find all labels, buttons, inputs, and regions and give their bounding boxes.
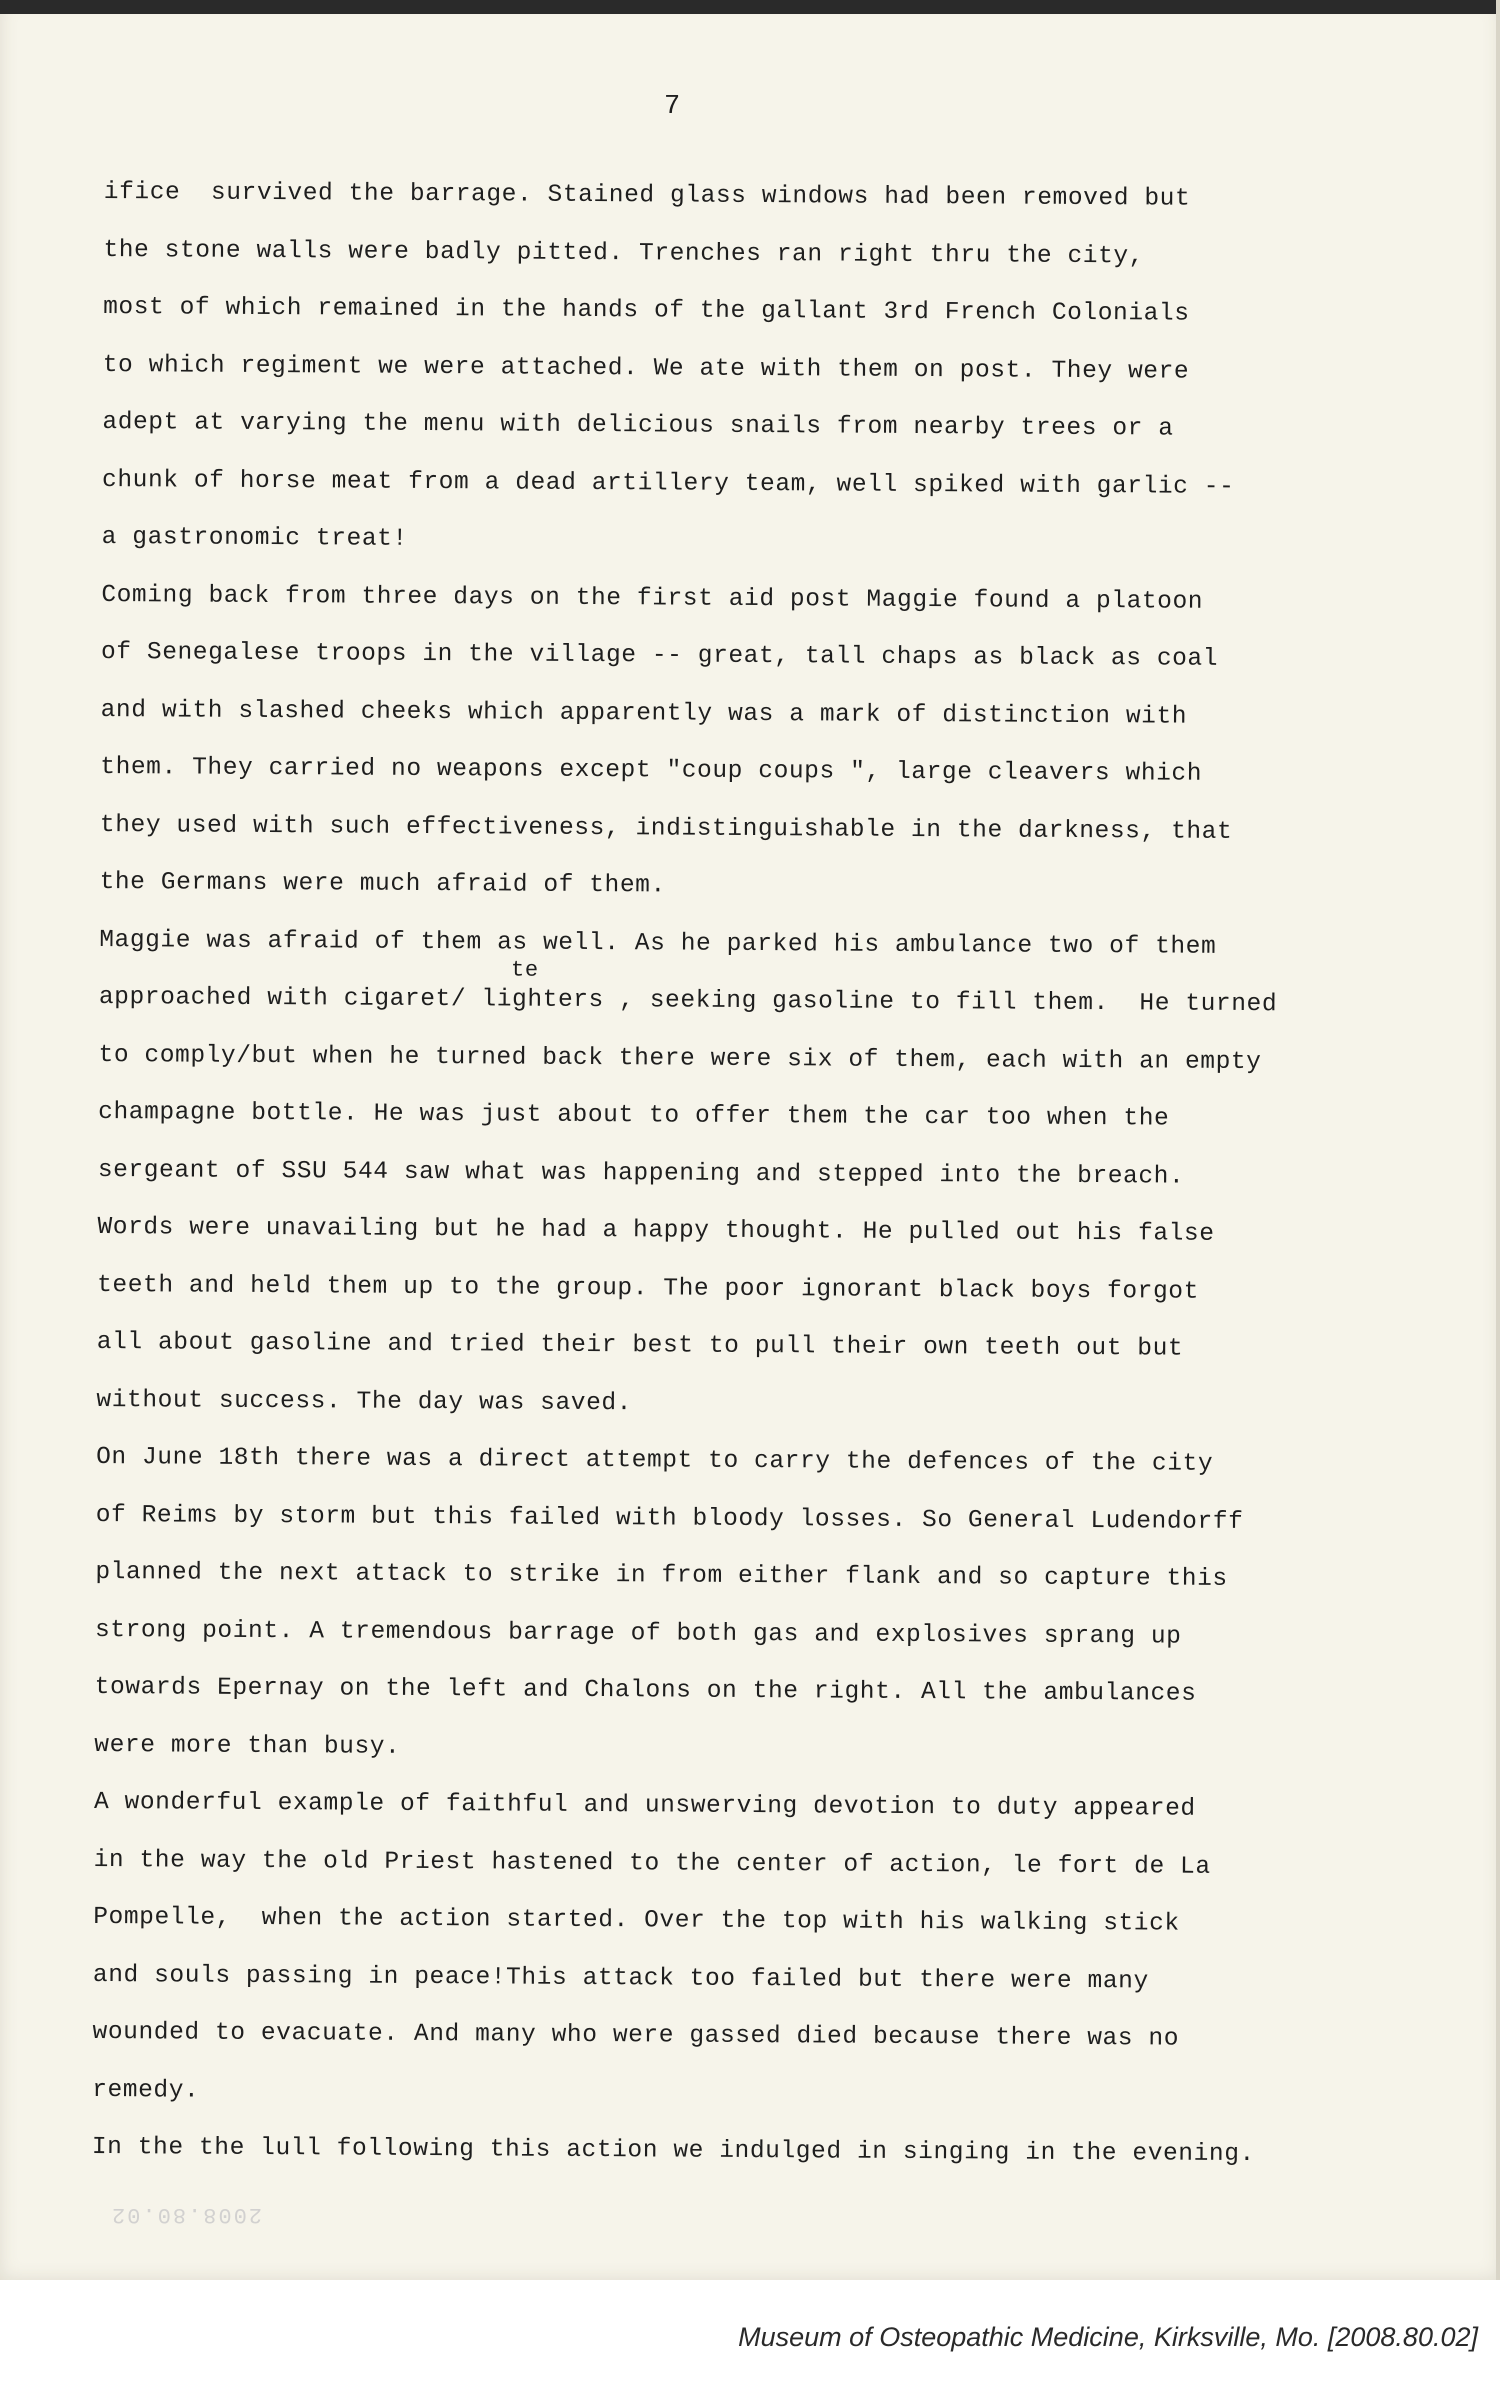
page-top-edge bbox=[0, 0, 1500, 14]
text-line: without success. The day was saved. bbox=[96, 1386, 633, 1417]
text-line: they used with such effectiveness, indistinguishable in the darkness, that bbox=[99, 811, 1233, 846]
text-line: champagne bottle. He was just about to offer them the car too when the bbox=[98, 1098, 1170, 1133]
text-line: approached with cigaret/ lighters , seeking gasoline to fill them. He turned bbox=[98, 983, 1278, 1019]
text-line: of Reims by storm but this failed with bloody losses. So General Ludendorff bbox=[95, 1501, 1244, 1536]
text-line: On June 18th there was a direct attempt to carry the defences of the city bbox=[96, 1443, 1214, 1478]
text-line: towards Epernay on the left and Chalons on the right. All the ambulances bbox=[94, 1673, 1197, 1708]
text-line: Maggie was afraid of them as well. As he parked his ambulance two of them bbox=[99, 926, 1217, 961]
text-line: strong point. A tremendous barrage of both gas and explosives sprang up bbox=[94, 1616, 1182, 1651]
text-line: sergeant of SSU 544 saw what was happening and stepped into the breach. bbox=[97, 1156, 1185, 1191]
text-line: all about gasoline and tried their best to pull their own teeth out but bbox=[96, 1328, 1184, 1363]
text-line: adept at varying the menu with delicious snails from nearby trees or a bbox=[102, 408, 1174, 443]
text-line: to which regiment we were attached. We ate with them on post. They were bbox=[102, 351, 1190, 386]
text-line: a gastronomic treat! bbox=[101, 523, 408, 553]
text-line: teeth and held them up to the group. The poor ignorant black boys forgot bbox=[97, 1271, 1199, 1306]
text-line: chunk of horse meat from a dead artillery team, well spiked with garlic -- bbox=[101, 466, 1235, 501]
text-line: to comply/but when he turned back there were six of them, each with an empty bbox=[98, 1041, 1262, 1076]
text-line: in the way the old Priest hastened to the center of action, le fort de La bbox=[93, 1846, 1211, 1881]
page-number: 7 bbox=[664, 92, 681, 122]
text-line: them. They carried no weapons except "coup coups ", large cleavers which bbox=[100, 753, 1203, 788]
text-line: Pompelle, when the action started. Over the top with his walking stick bbox=[93, 1903, 1180, 1938]
text-line: Words were unavailing but he had a happy thought. He pulled out his false bbox=[97, 1213, 1215, 1248]
typed-text-body bbox=[92, 164, 1434, 2185]
faded-accession-stamp: 2008.80.02 bbox=[110, 2202, 263, 2227]
text-line: and souls passing in peace!This attack too failed but there were many bbox=[92, 1961, 1149, 1995]
text-line: In the the lull following this action we indulged in singing in the evening. bbox=[91, 2133, 1255, 2169]
text-line: remedy. bbox=[92, 2076, 200, 2105]
text-line: were more than busy. bbox=[94, 1731, 401, 1761]
text-line: most of which remained in the hands of the gallant 3rd French Colonials bbox=[103, 293, 1190, 328]
text-line: wounded to evacuate. And many who were gassed died because there was no bbox=[92, 2018, 1180, 2053]
page-right-edge bbox=[1496, 0, 1500, 2280]
text-line-with-insert bbox=[98, 957, 1429, 1035]
text-line: the stone walls were badly pitted. Trenches ran right thru the city, bbox=[103, 236, 1145, 270]
text-line: Coming back from three days on the first aid post Maggie found a platoon bbox=[101, 581, 1204, 616]
image-caption: Museum of Osteopathic Medicine, Kirksville, Mo. [2008.80.02] bbox=[738, 2322, 1478, 2352]
text-line: of Senegalese troops in the village -- great, tall chaps as black as coal bbox=[100, 638, 1219, 673]
text-line: A wonderful example of faithful and unswerving devotion to duty appeared bbox=[93, 1788, 1196, 1823]
handwritten-insert: te bbox=[511, 957, 539, 983]
text-line: ifice survived the barrage. Stained glass windows had been removed but bbox=[103, 178, 1191, 213]
text-line: and with slashed cheeks which apparently was a mark of distinction with bbox=[100, 696, 1188, 731]
text-line: planned the next attack to strike in from either flank and so capture this bbox=[95, 1558, 1228, 1593]
text-line: the Germans were much afraid of them. bbox=[99, 868, 666, 900]
